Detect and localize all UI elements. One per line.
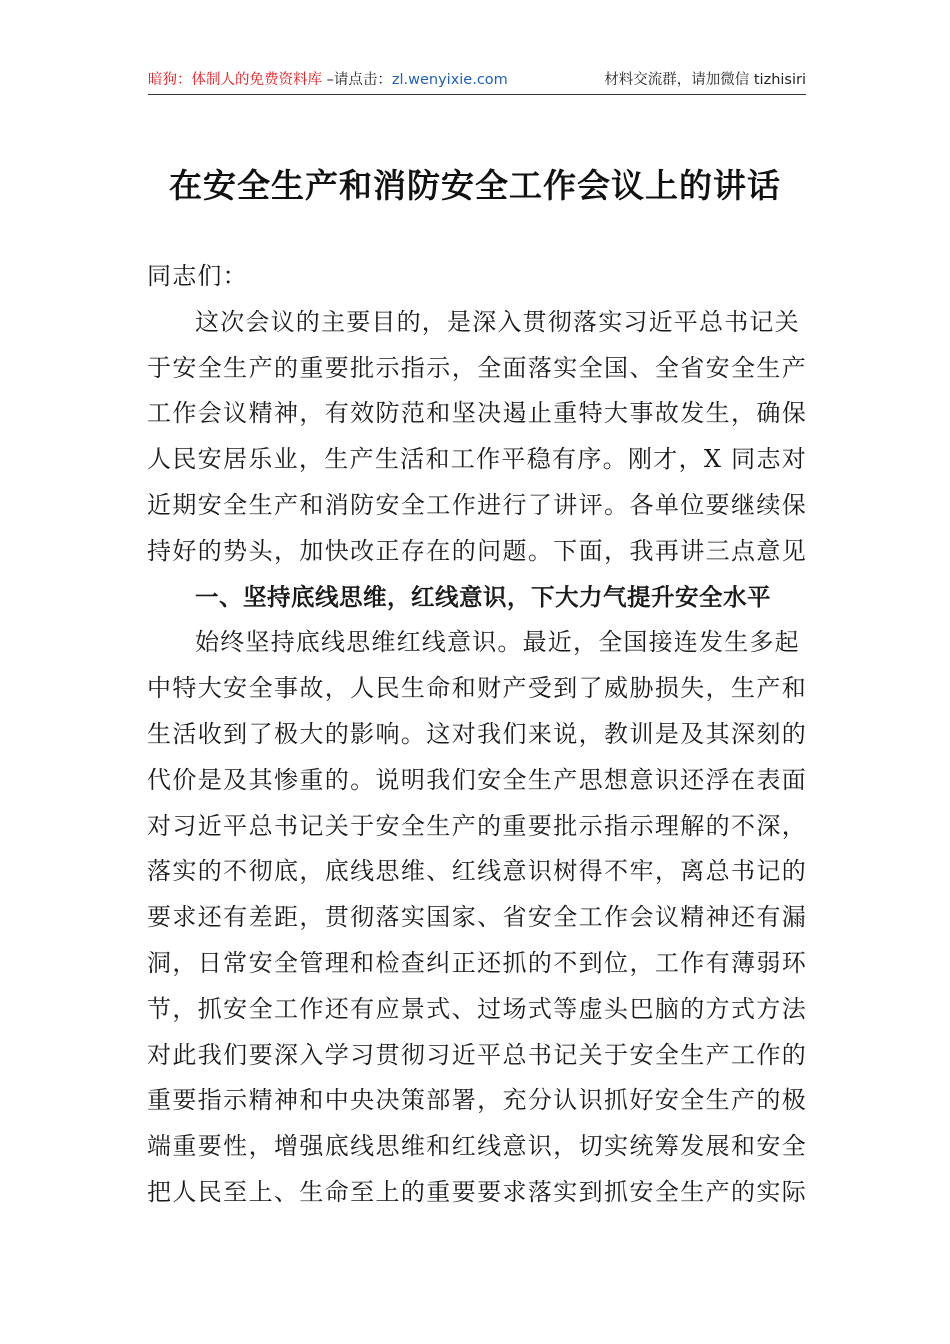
body-line: 端重要性，增强底线思维和红线意识，切实统筹发展和安全 [147,1132,807,1161]
body-line: 对此我们要深入学习贯彻习近平总书记关于安全生产工作的 [147,1040,807,1069]
body-line: 生活收到了极大的影响。这对我们来说，教训是及其深刻的 [147,719,807,748]
body-line: 要求还有差距，贯彻落实国家、省安全工作会议精神还有漏 [147,903,807,932]
body-line: 落实的不彻底，底线思维、红线意识树得不牢，离总书记的 [147,857,807,886]
header-link[interactable]: zl.wenyixie.com [391,72,508,88]
body-line: 这次会议的主要目的，是深入贯彻落实习近平总书记关 [195,307,800,336]
section-heading: 一、坚持底线思维，红线意识，下大力气提升安全水平 [195,582,771,611]
body-line: 工作会议精神，有效防范和坚决遏止重特大事故发生，确保 [147,399,807,428]
body-line: 于安全生产的重要批示指示，全面落实全国、全省安全生产 [147,353,807,382]
body-line: 把人民至上、生命至上的重要要求落实到抓安全生产的实际 [147,1177,807,1206]
body-line: 洞，日常安全管理和检查纠正还抓的不到位，工作有薄弱环 [147,948,807,977]
document-title: 在安全生产和消防安全工作会议上的讲话 [169,166,781,205]
header-click-prompt: –请点击： [322,72,392,88]
header-site-name: 暗狗：体制人的免费资料库 [148,72,322,88]
body-line: 近期安全生产和消防安全工作进行了讲评。各单位要继续保 [147,490,807,519]
body-line: 人民安居乐业，生产生活和工作平稳有序。刚才，X 同志对 [147,445,807,474]
body-line: 重要指示精神和中央决策部署，充分认识抓好安全生产的极 [147,1086,807,1115]
body-line: 中特大安全事故，人民生命和财产受到了威胁损失，生产和 [147,674,807,703]
body-line: 持好的势头，加快改正存在的问题。下面，我再讲三点意见 [147,536,807,565]
document-body [147,254,807,1216]
page-header [148,66,806,95]
header-wechat-note: 材料交流群，请加微信 tizhisiri [604,72,806,88]
salutation: 同志们： [147,262,248,290]
body-line: 始终坚持底线思维红线意识。最近，全国接连发生多起 [195,628,800,657]
body-line: 对习近平总书记关于安全生产的重要批示指示理解的不深， [147,811,807,840]
body-line: 代价是及其惨重的。说明我们安全生产思想意识还浮在表面 [147,765,807,794]
body-line: 节，抓安全工作还有应景式、过场式等虚头巴脑的方式方法 [147,994,807,1023]
